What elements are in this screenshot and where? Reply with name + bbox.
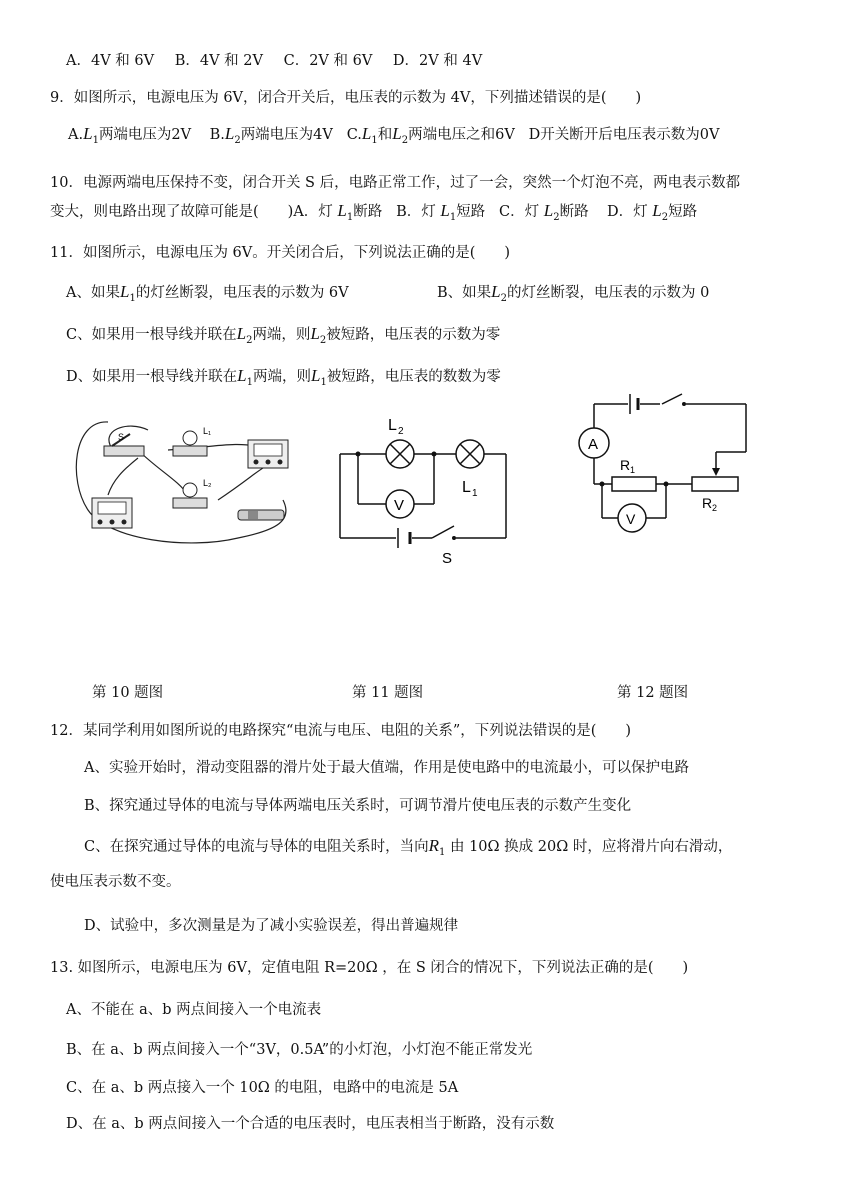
q10-stem-line2: 变大，则电路出现了故障可能是( )A．灯 $L_1$断路 B．灯 $L_1$短路 C．灯 $L_2$断路 D．灯 $L_2$短路 — [50, 201, 698, 223]
figure-11-circuit — [330, 408, 520, 568]
q13-option-b: B、在 a、b 两点间接入一个“3V，0.5A”的小灯泡，小灯泡不能正常发光 — [66, 1042, 533, 1058]
fig10-l1-label: L₁ — [203, 426, 212, 436]
figure-12-caption: 第 12 题图 — [617, 685, 689, 701]
fig12-battery-icon — [630, 394, 638, 414]
fig12-r1-label: R — [620, 457, 631, 473]
q8-option-d: D．2V 和 4V — [392, 53, 483, 69]
q11-option-b: B、如果$L_2$的灯丝断裂，电压表的示数为 0 — [437, 282, 710, 304]
fig12-a-label: A — [588, 436, 599, 453]
q8-option-a: A．4V 和 6V — [66, 53, 155, 69]
fig12-voltmeter-icon — [618, 504, 646, 532]
q11-option-d: D、如果用一根导线并联在$L_1$两端，则$L_1$被短路，电压表的数数为零 — [66, 366, 501, 388]
fig11-l2-sub: 2 — [398, 426, 404, 437]
fig10-battery-icon — [238, 510, 284, 520]
fig11-lamp-l1-icon — [456, 440, 484, 468]
figure-10-circuit — [68, 410, 308, 550]
q8-option-b: B．4V 和 2V — [174, 53, 263, 69]
fig12-r2-label: R — [702, 495, 713, 511]
fig12-v-label: V — [626, 511, 636, 527]
fig11-l1-sub: 1 — [472, 488, 478, 499]
fig10-l2-label: L₂ — [203, 478, 212, 488]
q12-option-a: A、实验开始时，滑动变阻器的滑片处于最大值端，作用是使电路中的电流最小，可以保护电路 — [84, 760, 689, 776]
fig10-voltmeter-2-icon — [92, 498, 132, 528]
figure-12-circuit — [570, 388, 760, 548]
q11-option-c: C、如果用一根导线并联在$L_2$两端，则$L_2$被短路，电压表的示数为零 — [66, 324, 501, 346]
fig12-r1-sub: 1 — [630, 465, 636, 475]
q10-stem-line1: 10．电源两端电压保持不变，闭合开关 S 后，电路正常工作，过了一会，突然一个灯泡不亮，两电表示数都 — [50, 175, 741, 191]
q13-option-c: C、在 a、b 两点接入一个 10Ω 的电阻，电路中的电流是 5A — [66, 1080, 459, 1096]
q8-options — [66, 51, 498, 71]
q9-stem: 9．如图所示，电源电压为 6V，闭合开关后，电压表的示数为 4V，下列描述错误的是( ) — [50, 90, 642, 106]
q12-option-c-line2: 使电压表示数不变。 — [50, 874, 181, 890]
q12-stem: 12．某同学利用如图所说的电路探究“电流与电压、电阻的关系”，下列说法错误的是( ) — [50, 723, 632, 739]
fig11-l2-label: L — [388, 417, 397, 434]
q9-option-c: $C.L_1$和$L_2$两端电压之和6V — [346, 124, 515, 146]
q9-option-a: $A.L_1$两端电压为2V — [68, 124, 192, 146]
fig11-voltmeter-icon — [386, 490, 414, 518]
fig11-battery-icon — [398, 528, 410, 548]
fig12-rheostat-r2-icon — [692, 468, 738, 491]
fig10-voltmeter-icon — [248, 440, 288, 468]
fig12-resistor-r1-icon — [612, 477, 656, 491]
q9-option-b: $B.L_2$两端电压为4V — [209, 124, 333, 146]
q12-option-c-line1: C、在探究通过导体的电流与导体的电阻关系时，当向$R_1$ 由 10Ω 换成 20Ω 时，应将滑片向右滑动， — [84, 836, 733, 858]
q11-option-a: A、如果$L_1$的灯丝断裂，电压表的示数为 6V — [66, 282, 349, 304]
q12-option-d: D、试验中，多次测量是为了减小实验误差，得出普遍规律 — [84, 918, 459, 934]
q13-option-d: D、在 a、b 两点间接入一个合适的电压表时，电压表相当于断路，没有示数 — [66, 1116, 555, 1132]
fig12-r2-sub: 2 — [712, 503, 718, 513]
figure-10-caption: 第 10 题图 — [92, 685, 164, 701]
fig10-bulb-l2-icon — [173, 478, 212, 508]
q13-option-a: A、不能在 a、b 两点间接入一个电流表 — [66, 1002, 322, 1018]
fig11-l1-label: L — [462, 479, 471, 496]
q12-option-b: B、探究通过导体的电流与导体两端电压关系时，可调节滑片使电压表的示数产生变化 — [84, 798, 632, 814]
figure-11-caption: 第 11 题图 — [352, 685, 424, 701]
fig11-s-label: S — [442, 550, 453, 567]
q11-stem: 11．如图所示，电源电压为 6V。开关闭合后，下列说法正确的是( ) — [50, 245, 511, 261]
fig10-switch-label: S — [118, 432, 125, 442]
fig10-bulb-l1-icon — [173, 426, 211, 456]
q8-option-c: C．2V 和 6V — [283, 53, 373, 69]
fig11-lamp-l2-icon — [386, 440, 414, 468]
fig11-v-label: V — [394, 497, 405, 514]
q13-stem: 13. 如图所示，电源电压为 6V，定值电阻 R=20Ω ，在 S 闭合的情况下，下列说法正确的是( ) — [50, 960, 689, 976]
q9-options — [68, 124, 719, 151]
fig12-ammeter-icon — [579, 428, 609, 458]
q9-option-d: D开关断开后电压表示数为0V — [528, 127, 720, 143]
